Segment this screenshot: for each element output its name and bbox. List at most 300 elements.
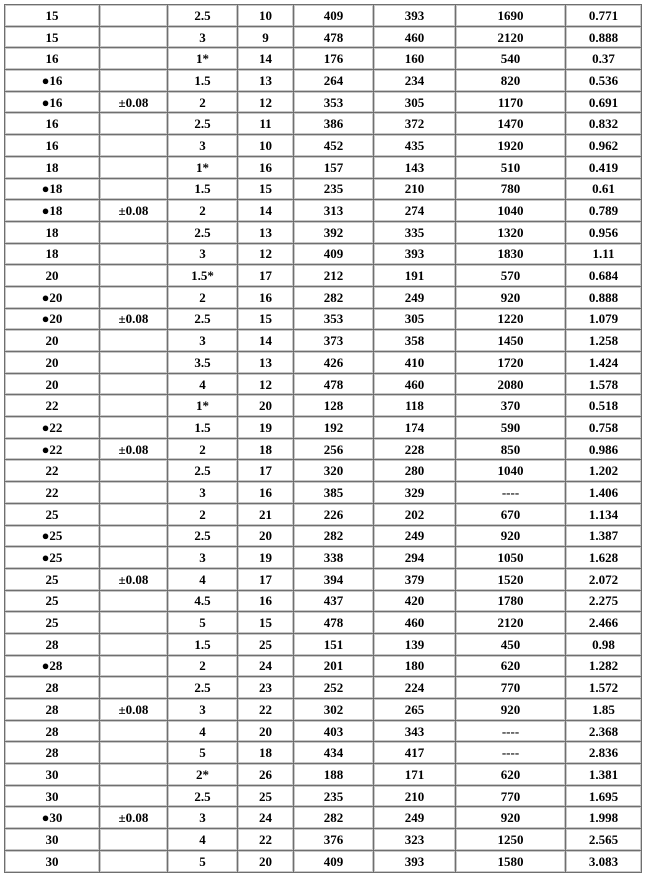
table-cell-c7: 920 (456, 525, 566, 547)
table-cell-c7: 1580 (456, 850, 566, 872)
table-cell-c8: 0.691 (566, 91, 642, 113)
table-cell-c8: 0.684 (566, 265, 642, 287)
table-cell-c5: 188 (294, 764, 374, 786)
table-cell-c7: 1040 (456, 200, 566, 222)
table-row (5, 655, 642, 677)
table-row (5, 5, 642, 27)
table-cell-c7: 620 (456, 655, 566, 677)
table-cell-c6: 393 (374, 243, 456, 265)
table-cell-c7: ---- (456, 742, 566, 764)
table-cell-tol (100, 70, 168, 92)
table-cell-c8: 0.956 (566, 221, 642, 243)
table-cell-c8: 2.275 (566, 590, 642, 612)
table-cell-t: 2.5 (168, 221, 238, 243)
table-cell-c4: 24 (238, 655, 294, 677)
table-cell-tol (100, 677, 168, 699)
table-cell-d: ●18 (5, 200, 100, 222)
table-row (5, 503, 642, 525)
table-cell-c5: 394 (294, 568, 374, 590)
table-row (5, 850, 642, 872)
table-cell-c7: 510 (456, 156, 566, 178)
table-cell-c7: 1470 (456, 113, 566, 135)
table-cell-c4: 25 (238, 785, 294, 807)
table-cell-tol (100, 785, 168, 807)
table-row (5, 26, 642, 48)
table-cell-c5: 282 (294, 807, 374, 829)
table-cell-c7: 820 (456, 70, 566, 92)
table-cell-c4: 19 (238, 417, 294, 439)
table-cell-t: 4 (168, 829, 238, 851)
table-cell-c6: 417 (374, 742, 456, 764)
table-cell-t: 2.5 (168, 785, 238, 807)
table-row (5, 720, 642, 742)
table-cell-t: 3 (168, 26, 238, 48)
table-cell-c7: 1520 (456, 568, 566, 590)
table-cell-t: 3 (168, 547, 238, 569)
table-cell-c7: 570 (456, 265, 566, 287)
table-cell-d: 28 (5, 742, 100, 764)
table-cell-tol (100, 156, 168, 178)
table-cell-tol (100, 655, 168, 677)
table-cell-c7: 1320 (456, 221, 566, 243)
table-cell-c8: 1.695 (566, 785, 642, 807)
table-cell-c4: 9 (238, 26, 294, 48)
table-cell-tol (100, 330, 168, 352)
table-row (5, 113, 642, 135)
table-cell-c8: 1.11 (566, 243, 642, 265)
table-row (5, 807, 642, 829)
table-cell-c8: 1.578 (566, 373, 642, 395)
table-cell-c7: 670 (456, 503, 566, 525)
table-cell-d: 22 (5, 460, 100, 482)
table-cell-d: 16 (5, 135, 100, 157)
table-cell-c6: 210 (374, 178, 456, 200)
table-cell-c7: 1690 (456, 5, 566, 27)
table-cell-d: ●20 (5, 286, 100, 308)
table-cell-c6: 274 (374, 200, 456, 222)
table-cell-d: 28 (5, 633, 100, 655)
table-cell-c4: 16 (238, 482, 294, 504)
table-cell-c5: 302 (294, 699, 374, 721)
table-row (5, 243, 642, 265)
table-cell-c7: 920 (456, 286, 566, 308)
table-cell-c8: 1.282 (566, 655, 642, 677)
table-row (5, 568, 642, 590)
table-cell-tol (100, 742, 168, 764)
table-cell-c4: 12 (238, 243, 294, 265)
table-cell-c5: 353 (294, 91, 374, 113)
table-row (5, 308, 642, 330)
table-cell-c5: 192 (294, 417, 374, 439)
table-cell-tol (100, 352, 168, 374)
table-cell-c5: 157 (294, 156, 374, 178)
table-cell-c4: 13 (238, 70, 294, 92)
table-cell-c4: 22 (238, 829, 294, 851)
table-cell-t: 5 (168, 612, 238, 634)
table-cell-c8: 2.072 (566, 568, 642, 590)
table-cell-c6: 249 (374, 525, 456, 547)
table-cell-c7: 1050 (456, 547, 566, 569)
table-cell-c4: 18 (238, 742, 294, 764)
table-row (5, 525, 642, 547)
table-row (5, 764, 642, 786)
table-cell-c8: 1.406 (566, 482, 642, 504)
table-cell-c4: 20 (238, 720, 294, 742)
table-row (5, 438, 642, 460)
table-cell-tol (100, 612, 168, 634)
table-cell-d: ●22 (5, 438, 100, 460)
table-cell-c5: 376 (294, 829, 374, 851)
table-cell-c6: 393 (374, 5, 456, 27)
table-cell-d: 16 (5, 113, 100, 135)
table-cell-c8: 0.771 (566, 5, 642, 27)
table-cell-c4: 17 (238, 460, 294, 482)
table-cell-d: 28 (5, 720, 100, 742)
table-cell-d: 20 (5, 330, 100, 352)
table-cell-d: 18 (5, 221, 100, 243)
table-cell-d: ●22 (5, 417, 100, 439)
table-cell-tol (100, 590, 168, 612)
table-cell-t: 3 (168, 699, 238, 721)
table-cell-d: ●20 (5, 308, 100, 330)
table-cell-d: 28 (5, 677, 100, 699)
table-cell-c6: 329 (374, 482, 456, 504)
table-cell-t: 4 (168, 373, 238, 395)
table-row (5, 330, 642, 352)
table-cell-t: 3 (168, 243, 238, 265)
table-row (5, 265, 642, 287)
table-cell-c6: 180 (374, 655, 456, 677)
table-cell-c7: 920 (456, 807, 566, 829)
table-cell-c8: 1.134 (566, 503, 642, 525)
table-cell-c5: 353 (294, 308, 374, 330)
table-cell-d: ●25 (5, 525, 100, 547)
table-row (5, 612, 642, 634)
table-cell-c8: 0.888 (566, 26, 642, 48)
table-cell-t: 1.5 (168, 70, 238, 92)
table-cell-d: ●18 (5, 178, 100, 200)
table-cell-c8: 1.387 (566, 525, 642, 547)
table-cell-c6: 460 (374, 26, 456, 48)
table-cell-c5: 386 (294, 113, 374, 135)
table-cell-c8: 2.466 (566, 612, 642, 634)
table-row (5, 460, 642, 482)
table-cell-c6: 460 (374, 612, 456, 634)
table-cell-tol (100, 829, 168, 851)
table-cell-c4: 11 (238, 113, 294, 135)
table-cell-c7: 590 (456, 417, 566, 439)
table-cell-d: 15 (5, 5, 100, 27)
table-cell-t: 2 (168, 503, 238, 525)
table-cell-c4: 15 (238, 178, 294, 200)
table-cell-c5: 478 (294, 612, 374, 634)
table-cell-c5: 403 (294, 720, 374, 742)
table-cell-tol (100, 720, 168, 742)
table-cell-c7: ---- (456, 720, 566, 742)
table-cell-t: 3 (168, 807, 238, 829)
table-cell-tol (100, 221, 168, 243)
table-cell-tol: ±0.08 (100, 807, 168, 829)
table-cell-c8: 1.424 (566, 352, 642, 374)
table-cell-c6: 191 (374, 265, 456, 287)
table-cell-c7: ---- (456, 482, 566, 504)
table-cell-c7: 850 (456, 438, 566, 460)
table-cell-t: 2 (168, 438, 238, 460)
table-cell-d: 20 (5, 373, 100, 395)
table-cell-c4: 16 (238, 286, 294, 308)
table-cell-c4: 17 (238, 265, 294, 287)
table-cell-tol (100, 547, 168, 569)
table-cell-c6: 305 (374, 308, 456, 330)
table-cell-c5: 313 (294, 200, 374, 222)
table-cell-c7: 1220 (456, 308, 566, 330)
table-row (5, 742, 642, 764)
table-cell-t: 2.5 (168, 308, 238, 330)
table-cell-tol: ±0.08 (100, 308, 168, 330)
table-cell-t: 2.5 (168, 460, 238, 482)
table-cell-c5: 282 (294, 286, 374, 308)
table-cell-c8: 0.37 (566, 48, 642, 70)
table-cell-d: 25 (5, 503, 100, 525)
table-cell-c5: 373 (294, 330, 374, 352)
table-cell-d: ●30 (5, 807, 100, 829)
table-cell-c4: 22 (238, 699, 294, 721)
table-cell-c7: 2120 (456, 26, 566, 48)
table-cell-t: 4 (168, 568, 238, 590)
table-row (5, 417, 642, 439)
table-cell-c4: 10 (238, 5, 294, 27)
table-cell-c4: 17 (238, 568, 294, 590)
table-cell-c5: 478 (294, 26, 374, 48)
table-cell-tol (100, 178, 168, 200)
table-cell-d: 16 (5, 48, 100, 70)
table-cell-c4: 24 (238, 807, 294, 829)
table-cell-c8: 1.628 (566, 547, 642, 569)
table-cell-c8: 1.85 (566, 699, 642, 721)
table-cell-tol (100, 373, 168, 395)
table-cell-t: 3 (168, 330, 238, 352)
table-cell-c6: 410 (374, 352, 456, 374)
table-cell-c8: 0.758 (566, 417, 642, 439)
table-cell-tol (100, 764, 168, 786)
table-cell-c7: 1170 (456, 91, 566, 113)
table-cell-c5: 409 (294, 850, 374, 872)
table-cell-d: 30 (5, 785, 100, 807)
table-cell-c8: 2.368 (566, 720, 642, 742)
table-cell-d: 22 (5, 395, 100, 417)
table-cell-c6: 379 (374, 568, 456, 590)
table-row (5, 352, 642, 374)
table-cell-t: 1* (168, 48, 238, 70)
table-cell-tol (100, 395, 168, 417)
table-cell-c5: 409 (294, 5, 374, 27)
table-cell-t: 5 (168, 742, 238, 764)
table-cell-d: 20 (5, 352, 100, 374)
table-cell-c7: 1920 (456, 135, 566, 157)
table-cell-d: 25 (5, 590, 100, 612)
table-cell-d: 25 (5, 568, 100, 590)
table-cell-c4: 15 (238, 308, 294, 330)
table-cell-c6: 280 (374, 460, 456, 482)
table-cell-t: 2* (168, 764, 238, 786)
table-cell-tol (100, 113, 168, 135)
table-cell-t: 2.5 (168, 5, 238, 27)
table-cell-d: 28 (5, 699, 100, 721)
table-cell-tol (100, 5, 168, 27)
table-cell-c7: 1040 (456, 460, 566, 482)
table-cell-c4: 14 (238, 330, 294, 352)
table-cell-t: 2 (168, 91, 238, 113)
table-cell-c5: 478 (294, 373, 374, 395)
table-cell-t: 1* (168, 395, 238, 417)
table-cell-c5: 338 (294, 547, 374, 569)
table-row (5, 829, 642, 851)
table-cell-tol (100, 503, 168, 525)
table-cell-c8: 1.202 (566, 460, 642, 482)
table-cell-t: 2 (168, 655, 238, 677)
table-cell-c7: 920 (456, 699, 566, 721)
table-cell-c7: 620 (456, 764, 566, 786)
table-cell-c4: 13 (238, 352, 294, 374)
table-cell-d: 30 (5, 829, 100, 851)
table-cell-d: 18 (5, 156, 100, 178)
table-cell-t: 3 (168, 482, 238, 504)
table-cell-c6: 202 (374, 503, 456, 525)
table-cell-c4: 20 (238, 395, 294, 417)
table-cell-c5: 212 (294, 265, 374, 287)
table-cell-t: 1.5 (168, 417, 238, 439)
table-cell-c7: 1780 (456, 590, 566, 612)
table-cell-c7: 1720 (456, 352, 566, 374)
table-cell-t: 3 (168, 135, 238, 157)
table-cell-c4: 26 (238, 764, 294, 786)
table-cell-c6: 393 (374, 850, 456, 872)
table-cell-c7: 770 (456, 785, 566, 807)
table-cell-c6: 358 (374, 330, 456, 352)
table-row (5, 373, 642, 395)
table-cell-tol (100, 265, 168, 287)
table-cell-c4: 18 (238, 438, 294, 460)
table-cell-c8: 0.518 (566, 395, 642, 417)
table-cell-c5: 282 (294, 525, 374, 547)
table-cell-c8: 1.258 (566, 330, 642, 352)
table-cell-c8: 0.962 (566, 135, 642, 157)
table-cell-c4: 10 (238, 135, 294, 157)
table-row (5, 70, 642, 92)
table-cell-c6: 118 (374, 395, 456, 417)
table-cell-c4: 16 (238, 590, 294, 612)
table-cell-c4: 20 (238, 850, 294, 872)
table-cell-c5: 252 (294, 677, 374, 699)
table-cell-c5: 434 (294, 742, 374, 764)
table-cell-tol (100, 633, 168, 655)
table-cell-t: 2 (168, 286, 238, 308)
table-cell-tol: ±0.08 (100, 568, 168, 590)
table-cell-c5: 409 (294, 243, 374, 265)
table-row (5, 221, 642, 243)
table-cell-c5: 201 (294, 655, 374, 677)
table-cell-t: 4 (168, 720, 238, 742)
table-cell-c5: 392 (294, 221, 374, 243)
table-cell-tol (100, 850, 168, 872)
table-cell-c5: 128 (294, 395, 374, 417)
table-body (5, 5, 642, 873)
table-cell-c7: 2120 (456, 612, 566, 634)
table-cell-c6: 171 (374, 764, 456, 786)
table-cell-c6: 460 (374, 373, 456, 395)
table-cell-c6: 435 (374, 135, 456, 157)
table-cell-c6: 335 (374, 221, 456, 243)
table-cell-c8: 0.536 (566, 70, 642, 92)
table-cell-c6: 294 (374, 547, 456, 569)
table-cell-c6: 210 (374, 785, 456, 807)
table-cell-c8: 0.61 (566, 178, 642, 200)
table-row (5, 785, 642, 807)
table-row (5, 156, 642, 178)
table-cell-c6: 224 (374, 677, 456, 699)
table-cell-c6: 249 (374, 286, 456, 308)
table-cell-c5: 320 (294, 460, 374, 482)
table-cell-c8: 1.572 (566, 677, 642, 699)
table-cell-c6: 160 (374, 48, 456, 70)
table-cell-t: 2 (168, 200, 238, 222)
table-cell-c5: 264 (294, 70, 374, 92)
table-cell-c7: 540 (456, 48, 566, 70)
table-cell-c7: 780 (456, 178, 566, 200)
table-cell-c7: 1250 (456, 829, 566, 851)
table-cell-t: 1.5 (168, 178, 238, 200)
table-cell-c4: 23 (238, 677, 294, 699)
table-row (5, 590, 642, 612)
table-row (5, 395, 642, 417)
table-cell-c8: 0.888 (566, 286, 642, 308)
table-cell-d: 30 (5, 850, 100, 872)
table-cell-c5: 426 (294, 352, 374, 374)
table-cell-d: 30 (5, 764, 100, 786)
table-cell-tol (100, 26, 168, 48)
table-cell-c8: 0.832 (566, 113, 642, 135)
table-cell-c4: 19 (238, 547, 294, 569)
table-cell-c4: 14 (238, 200, 294, 222)
table-row (5, 699, 642, 721)
table-cell-c6: 420 (374, 590, 456, 612)
table-cell-c7: 1830 (456, 243, 566, 265)
table-cell-c6: 323 (374, 829, 456, 851)
table-cell-c6: 305 (374, 91, 456, 113)
table-row (5, 200, 642, 222)
table-cell-c8: 2.836 (566, 742, 642, 764)
table-cell-c5: 176 (294, 48, 374, 70)
table-cell-tol (100, 135, 168, 157)
table-cell-c6: 143 (374, 156, 456, 178)
table-cell-t: 3.5 (168, 352, 238, 374)
table-cell-c4: 20 (238, 525, 294, 547)
table-cell-c8: 2.565 (566, 829, 642, 851)
table-cell-c5: 437 (294, 590, 374, 612)
table-cell-c8: 1.381 (566, 764, 642, 786)
table-row (5, 91, 642, 113)
table-cell-tol: ±0.08 (100, 200, 168, 222)
table-cell-d: 18 (5, 243, 100, 265)
table-cell-d: 15 (5, 26, 100, 48)
table-cell-d: 20 (5, 265, 100, 287)
table-row (5, 677, 642, 699)
table-row (5, 135, 642, 157)
table-cell-c8: 3.083 (566, 850, 642, 872)
table-cell-d: ●16 (5, 70, 100, 92)
table-cell-tol (100, 460, 168, 482)
table-cell-c4: 14 (238, 48, 294, 70)
